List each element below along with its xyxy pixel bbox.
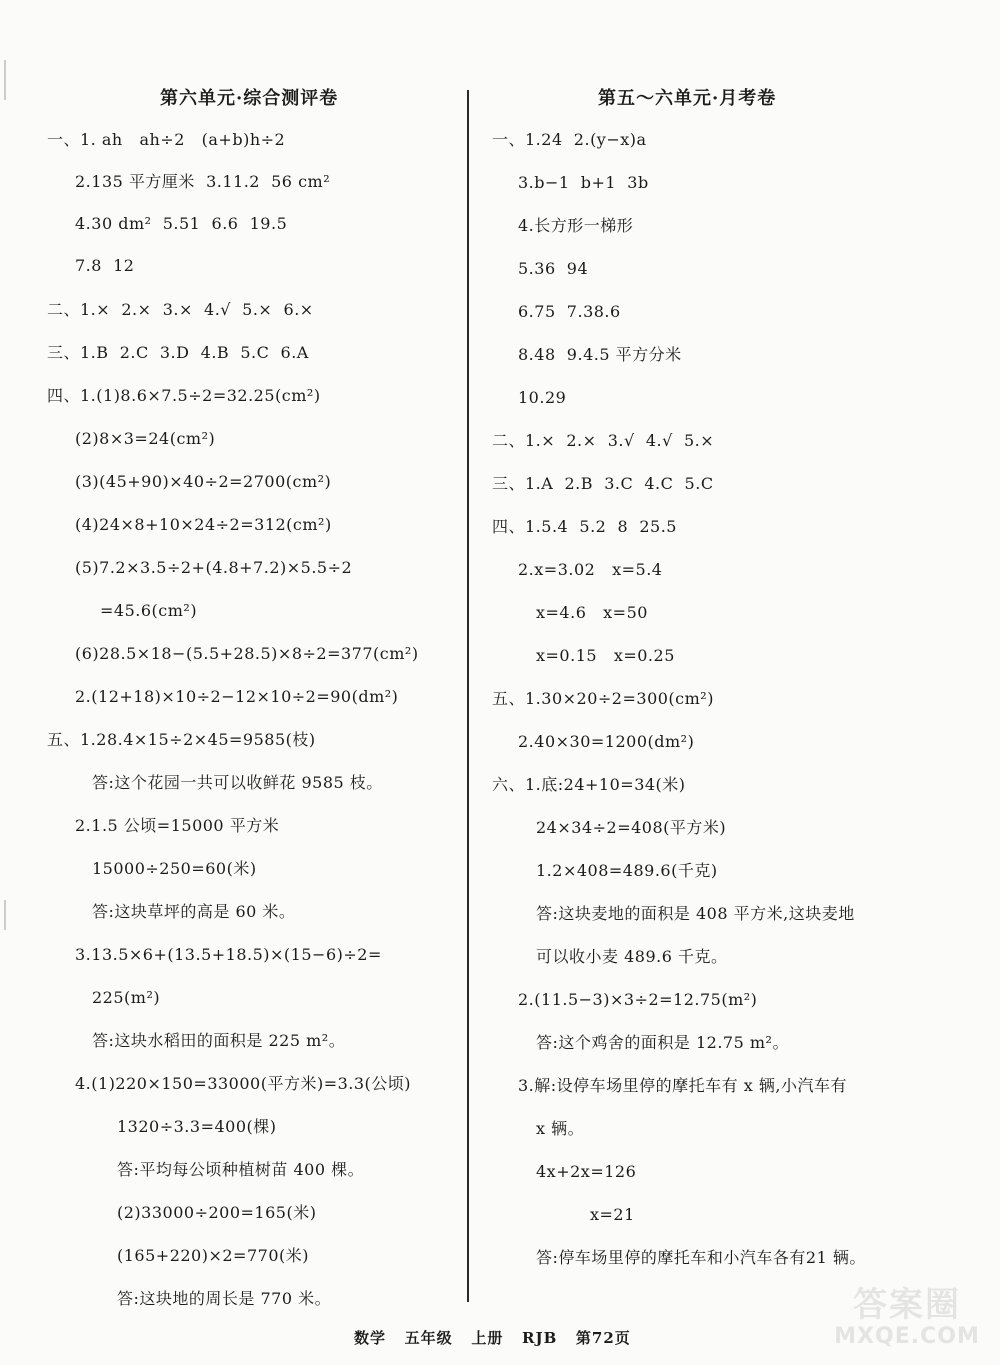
answer-line: (165+220)×2=770(米) bbox=[117, 1246, 309, 1265]
answer-line: 3.解:设停车场里停的摩托车有 x 辆,小汽车有 bbox=[518, 1076, 847, 1095]
watermark-bottom-text: MXQE.COM bbox=[834, 1324, 980, 1349]
answer-line: 三、1.A 2.B 3.C 4.C 5.C bbox=[492, 474, 714, 493]
answer-line: 4.长方形一梯形 bbox=[518, 216, 634, 235]
scan-edge-mark bbox=[4, 60, 6, 100]
column-divider bbox=[467, 90, 469, 1302]
answer-line: 答:这块草坪的高是 60 米。 bbox=[92, 902, 296, 921]
answer-line: 5.36 94 bbox=[518, 259, 589, 278]
answer-line: (5)7.2×3.5÷2+(4.8+7.2)×5.5÷2 bbox=[75, 558, 353, 577]
answer-line: 答:这块水稻田的面积是 225 m²。 bbox=[92, 1031, 346, 1050]
page-footer: 数学 五年级 上册 RJB 第72页 bbox=[354, 1329, 631, 1347]
answer-line: 2.40×30=1200(dm²) bbox=[518, 732, 695, 751]
answer-line: 二、1.× 2.× 3.× 4.√ 5.× 6.× bbox=[47, 300, 314, 319]
answer-line: (3)(45+90)×40÷2=2700(cm²) bbox=[75, 472, 332, 491]
answer-line: 6.75 7.38.6 bbox=[518, 302, 621, 321]
answer-line: 答:停车场里停的摩托车和小汽车各有21 辆。 bbox=[536, 1248, 866, 1267]
answer-line: 8.48 9.4.5 平方分米 bbox=[518, 345, 682, 364]
answer-line: 4x+2x=126 bbox=[536, 1162, 637, 1181]
answer-line: 一、1.24 2.(y−x)a bbox=[492, 130, 647, 149]
answer-line: 五、1.28.4×15÷2×45=9585(枝) bbox=[47, 730, 316, 749]
answer-line: 3.13.5×6+(13.5+18.5)×(15−6)÷2= bbox=[75, 945, 382, 964]
answer-line: 225(m²) bbox=[92, 988, 161, 1007]
watermark-logo bbox=[822, 1277, 992, 1357]
answer-line: =45.6(cm²) bbox=[100, 601, 198, 620]
answer-line: 2.(12+18)×10÷2−12×10÷2=90(dm²) bbox=[75, 687, 399, 706]
answer-line: x=21 bbox=[590, 1205, 635, 1224]
answer-line: 四、1.(1)8.6×7.5÷2=32.25(cm²) bbox=[47, 386, 321, 405]
answer-line: (4)24×8+10×24÷2=312(cm²) bbox=[75, 515, 332, 534]
answer-line: 15000÷250=60(米) bbox=[92, 859, 257, 878]
answer-line: 答:平均每公顷种植树苗 400 棵。 bbox=[117, 1160, 365, 1179]
watermark-top-text: 答案圈 bbox=[853, 1285, 961, 1325]
left-column-title: 第六单元·综合测评卷 bbox=[160, 88, 339, 109]
answer-line: 3.b−1 b+1 3b bbox=[518, 173, 649, 192]
answer-line: 二、1.× 2.× 3.√ 4.√ 5.× bbox=[492, 431, 715, 450]
answer-line: 4.(1)220×150=33000(平方米)=3.3(公顷) bbox=[75, 1074, 412, 1093]
answer-line: 答:这个花园一共可以收鲜花 9585 枝。 bbox=[92, 773, 383, 792]
answer-line: 六、1.底:24+10=34(米) bbox=[492, 775, 686, 794]
answer-line: x 辆。 bbox=[536, 1119, 585, 1138]
right-column-title: 第五～六单元·月考卷 bbox=[598, 88, 777, 109]
answer-line: 24×34÷2=408(平方米) bbox=[536, 818, 727, 837]
answer-line: x=0.15 x=0.25 bbox=[536, 646, 675, 665]
answer-line: (6)28.5×18−(5.5+28.5)×8÷2=377(cm²) bbox=[75, 644, 419, 663]
answer-line: 答:这块麦地的面积是 408 平方米,这块麦地 bbox=[536, 904, 855, 923]
answer-line: 1.2×408=489.6(千克) bbox=[536, 861, 718, 880]
answer-line: 2.135 平方厘米 3.11.2 56 cm² bbox=[75, 172, 331, 191]
answer-line: 五、1.30×20÷2=300(cm²) bbox=[492, 689, 714, 708]
answer-line: 1320÷3.3=400(棵) bbox=[117, 1117, 277, 1136]
answer-line: 7.8 12 bbox=[75, 256, 135, 275]
answer-line: (2)8×3=24(cm²) bbox=[75, 429, 216, 448]
answer-line: 三、1.B 2.C 3.D 4.B 5.C 6.A bbox=[47, 343, 309, 362]
answer-line: 4.30 dm² 5.51 6.6 19.5 bbox=[75, 214, 288, 233]
answer-line: 可以收小麦 489.6 千克。 bbox=[536, 947, 728, 966]
answer-line: 一、1. ah ah÷2 (a+b)h÷2 bbox=[47, 130, 286, 149]
answer-line: 答:这块地的周长是 770 米。 bbox=[117, 1289, 332, 1308]
answer-line: 2.x=3.02 x=5.4 bbox=[518, 560, 663, 579]
answer-line: 答:这个鸡舍的面积是 12.75 m²。 bbox=[536, 1033, 789, 1052]
answer-line: 2.(11.5−3)×3÷2=12.75(m²) bbox=[518, 990, 758, 1009]
answer-line: 10.29 bbox=[518, 388, 567, 407]
scan-edge-mark bbox=[4, 900, 6, 930]
answer-line: (2)33000÷200=165(米) bbox=[117, 1203, 317, 1222]
answer-line: 2.1.5 公顷=15000 平方米 bbox=[75, 816, 280, 835]
answer-line: x=4.6 x=50 bbox=[536, 603, 648, 622]
answer-line: 四、1.5.4 5.2 8 25.5 bbox=[492, 517, 677, 536]
